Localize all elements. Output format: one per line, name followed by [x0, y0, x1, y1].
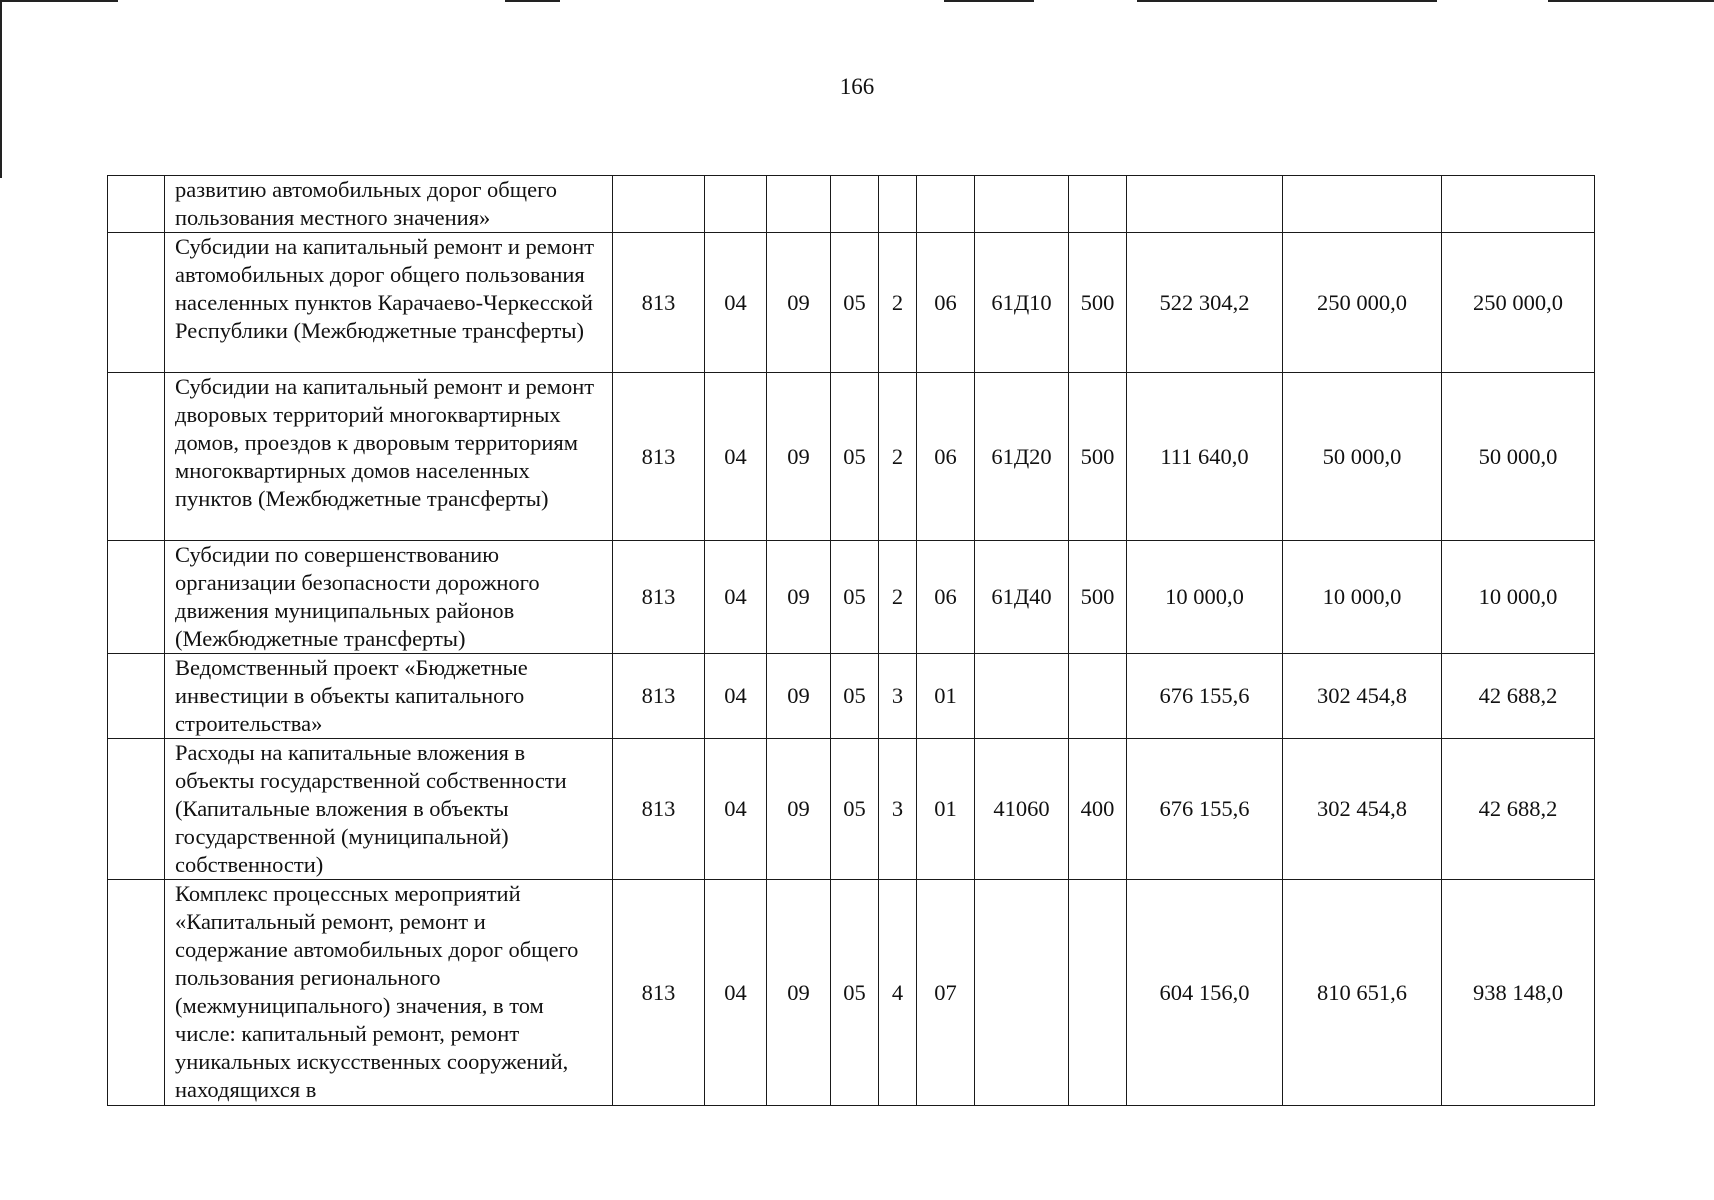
direction-code-cell: 2 — [879, 373, 917, 541]
table-row — [108, 373, 1595, 541]
target-code-cell — [975, 176, 1069, 233]
ministry-code-cell: 813 — [613, 541, 705, 654]
year2-amount-cell: 10 000,0 — [1283, 541, 1442, 654]
section-code-cell: 04 — [705, 654, 767, 739]
subsection-code-cell: 09 — [767, 654, 831, 739]
subprogram-code-cell: 06 — [917, 373, 975, 541]
section-code-cell — [705, 176, 767, 233]
ministry-code-cell: 813 — [613, 739, 705, 880]
description-cell: Субсидии на капитальный ремонт и ремонт автомобильных дорог общего пользования населенных пунктов Карачаево-Черкесской Республики (Межбюджетные трансферты) — [165, 233, 613, 373]
description-cell: Субсидии по совершенствованию организации безопасности дорожного движения муниципальных районов (Межбюджетные трансферты) — [165, 541, 613, 654]
year2-amount-cell: 810 651,6 — [1283, 880, 1442, 1106]
year1-amount-cell: 10 000,0 — [1127, 541, 1283, 654]
expense-type-cell — [1069, 176, 1127, 233]
year1-amount-cell — [1127, 176, 1283, 233]
ministry-code-cell: 813 — [613, 233, 705, 373]
expense-type-cell — [1069, 880, 1127, 1106]
row-number-cell — [108, 739, 165, 880]
year1-amount-cell: 604 156,0 — [1127, 880, 1283, 1106]
subprogram-code-cell: 01 — [917, 739, 975, 880]
description-cell: Ведомственный проект «Бюджетные инвестиции в объекты капитального строительства» — [165, 654, 613, 739]
expense-type-cell — [1069, 654, 1127, 739]
year3-amount-cell: 42 688,2 — [1442, 739, 1595, 880]
target-code-cell — [975, 654, 1069, 739]
year3-amount-cell — [1442, 176, 1595, 233]
year1-amount-cell: 676 155,6 — [1127, 654, 1283, 739]
program-code-cell: 05 — [831, 880, 879, 1106]
section-code-cell: 04 — [705, 541, 767, 654]
scan-edge-top-4 — [1137, 0, 1437, 2]
section-code-cell: 04 — [705, 233, 767, 373]
budget-table — [107, 175, 1595, 1106]
year3-amount-cell: 938 148,0 — [1442, 880, 1595, 1106]
year2-amount-cell: 50 000,0 — [1283, 373, 1442, 541]
subprogram-code-cell: 01 — [917, 654, 975, 739]
section-code-cell: 04 — [705, 373, 767, 541]
section-code-cell: 04 — [705, 880, 767, 1106]
expense-type-cell: 400 — [1069, 739, 1127, 880]
ministry-code-cell: 813 — [613, 880, 705, 1106]
expense-type-cell: 500 — [1069, 541, 1127, 654]
year2-amount-cell — [1283, 176, 1442, 233]
target-code-cell: 61Д10 — [975, 233, 1069, 373]
description-cell: Субсидии на капитальный ремонт и ремонт дворовых территорий многоквартирных домов, проездов к дворовым территориям многоквартирных домов населенных пунктов (Межбюджетные трансферты) — [165, 373, 613, 541]
table-row — [108, 233, 1595, 373]
subprogram-code-cell: 07 — [917, 880, 975, 1106]
table-row — [108, 739, 1595, 880]
subsection-code-cell: 09 — [767, 880, 831, 1106]
subsection-code-cell: 09 — [767, 373, 831, 541]
year2-amount-cell: 302 454,8 — [1283, 654, 1442, 739]
description-cell: развитию автомобильных дорог общего пользования местного значения» — [165, 176, 613, 233]
ministry-code-cell: 813 — [613, 373, 705, 541]
year3-amount-cell: 42 688,2 — [1442, 654, 1595, 739]
expense-type-cell: 500 — [1069, 373, 1127, 541]
subsection-code-cell: 09 — [767, 739, 831, 880]
direction-code-cell: 2 — [879, 541, 917, 654]
subprogram-code-cell: 06 — [917, 233, 975, 373]
description-cell: Расходы на капитальные вложения в объекты государственной собственности (Капитальные вложения в объекты государственной (муниципальной) собственности) — [165, 739, 613, 880]
direction-code-cell: 4 — [879, 880, 917, 1106]
page-number: 166 — [839, 74, 875, 99]
subprogram-code-cell — [917, 176, 975, 233]
target-code-cell: 41060 — [975, 739, 1069, 880]
ministry-code-cell: 813 — [613, 654, 705, 739]
expense-type-cell: 500 — [1069, 233, 1127, 373]
year3-amount-cell: 50 000,0 — [1442, 373, 1595, 541]
row-number-cell — [108, 654, 165, 739]
ministry-code-cell — [613, 176, 705, 233]
direction-code-cell — [879, 176, 917, 233]
table-row — [108, 176, 1595, 233]
year3-amount-cell: 250 000,0 — [1442, 233, 1595, 373]
direction-code-cell: 3 — [879, 739, 917, 880]
year2-amount-cell: 250 000,0 — [1283, 233, 1442, 373]
program-code-cell — [831, 176, 879, 233]
target-code-cell: 61Д40 — [975, 541, 1069, 654]
section-code-cell: 04 — [705, 739, 767, 880]
target-code-cell: 61Д20 — [975, 373, 1069, 541]
program-code-cell: 05 — [831, 541, 879, 654]
row-number-cell — [108, 373, 165, 541]
year3-amount-cell: 10 000,0 — [1442, 541, 1595, 654]
year1-amount-cell: 111 640,0 — [1127, 373, 1283, 541]
row-number-cell — [108, 233, 165, 373]
year1-amount-cell: 522 304,2 — [1127, 233, 1283, 373]
program-code-cell: 05 — [831, 233, 879, 373]
year2-amount-cell: 302 454,8 — [1283, 739, 1442, 880]
program-code-cell: 05 — [831, 654, 879, 739]
scan-edge-top-3 — [944, 0, 1034, 2]
subsection-code-cell: 09 — [767, 541, 831, 654]
description-cell: Комплекс процессных мероприятий «Капитальный ремонт, ремонт и содержание автомобильных дорог общего пользования регионального (межмуниципального) значения, в том числе: капитальный ремонт, ремонт уникальных искусственных сооружений, находящихся в — [165, 880, 613, 1106]
program-code-cell: 05 — [831, 373, 879, 541]
subprogram-code-cell: 06 — [917, 541, 975, 654]
row-number-cell — [108, 541, 165, 654]
table-row — [108, 541, 1595, 654]
target-code-cell — [975, 880, 1069, 1106]
table-row — [108, 880, 1595, 1106]
subsection-code-cell: 09 — [767, 233, 831, 373]
scan-edge-top-2 — [505, 0, 560, 2]
subsection-code-cell — [767, 176, 831, 233]
table-row — [108, 654, 1595, 739]
program-code-cell: 05 — [831, 739, 879, 880]
direction-code-cell: 2 — [879, 233, 917, 373]
year1-amount-cell: 676 155,6 — [1127, 739, 1283, 880]
scan-edge-top-5 — [1548, 0, 1714, 2]
direction-code-cell: 3 — [879, 654, 917, 739]
row-number-cell — [108, 880, 165, 1106]
row-number-cell — [108, 176, 165, 233]
scan-edge-top-1 — [0, 0, 118, 2]
